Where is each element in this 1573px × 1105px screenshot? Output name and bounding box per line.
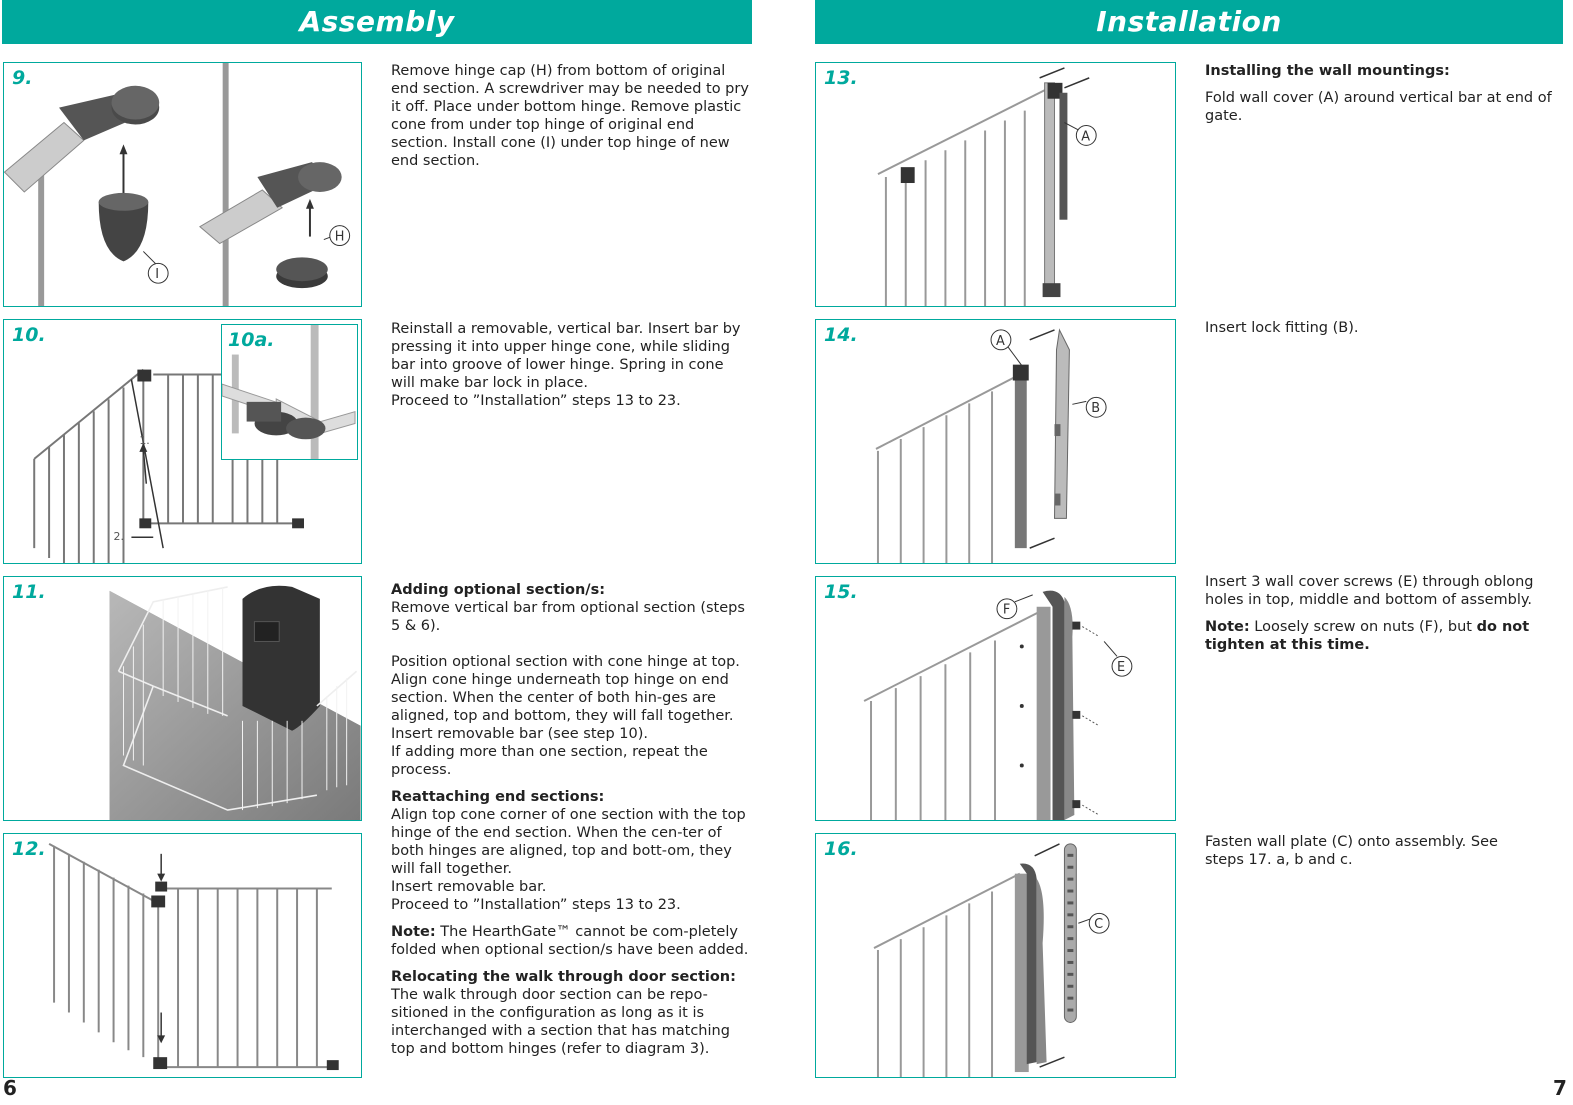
callout-b-14: B (1091, 401, 1101, 417)
step-14-instructions (1205, 319, 1560, 346)
callout-c-16: C (1094, 917, 1104, 933)
relocate-title: Relocating the walk through door section: (391, 969, 736, 985)
reattach-section-illustration (4, 834, 361, 1077)
step-16-text: Fasten wall plate (C) onto assembly. See steps 17. a, b and c. (1205, 834, 1498, 868)
step-number-11: 11. (12, 581, 46, 603)
installation-header: Installation (815, 0, 1563, 44)
step-number-16: 16. (824, 838, 858, 860)
wall-plate-illustration (816, 834, 1175, 1077)
step-15-text: Insert 3 wall cover screws (E) through oblong holes in top, middle and bottom of assembly. (1205, 574, 1534, 608)
adding-text-4: If adding more than one section, repeat the process. (391, 744, 708, 778)
step-11-figure (3, 576, 362, 821)
reattach-title: Reattaching end sections: (391, 789, 605, 805)
page-number-left: 6 (3, 1076, 17, 1100)
step-15-note-warning: do not tighten at this time. (1205, 619, 1530, 653)
step-number-10: 10. (12, 324, 46, 346)
fireplace-gate-illustration (4, 577, 361, 820)
assembly-note-label: Note: (391, 924, 436, 940)
step-12-figure (3, 833, 362, 1078)
step-15-note-label: Note: (1205, 619, 1250, 635)
step-16-figure (815, 833, 1176, 1078)
assembly-header: Assembly (2, 0, 752, 44)
step-15-note-text: Loosely screw on nuts (F), but (1249, 619, 1477, 635)
hinge-cap-illustration (4, 63, 361, 306)
reattach-text-3: Proceed to ”Installation” steps 13 to 23. (391, 897, 681, 913)
step-14-text: Insert lock fitting (B). (1205, 320, 1359, 336)
arrow-mark-1: 1. (139, 433, 150, 447)
assembly-note-text: The HearthGate™ cannot be com-pletely folded when optional section/s have been added. (391, 924, 749, 958)
callout-f-15: F (1002, 602, 1011, 618)
step-10-figure (3, 319, 362, 564)
step-number-9: 9. (12, 67, 33, 89)
step-number-10a: 10a. (228, 329, 275, 351)
wall-mountings-title: Installing the wall mountings: (1205, 63, 1450, 79)
adding-text-2: Position optional section with cone hinge at top. Align cone hinge underneath top hinge on end section. When the center of both hin-ges are aligned, top and bottom, they will fall together. (391, 654, 740, 724)
step-number-13: 13. (824, 67, 858, 89)
reattach-text-1: Align top cone corner of one section with the top hinge of the end section. When the cen-ter of both hinges are aligned, top and bott-om, they will fall together. (391, 807, 746, 877)
step-9-instructions (391, 62, 751, 179)
step-number-15: 15. (824, 581, 858, 603)
callout-e-15: E (1117, 660, 1126, 676)
step-10-text: Reinstall a removable, vertical bar. Insert bar by pressing it into upper hinge cone, while sliding bar into groove of lower hinge. Spring in cone will make bar lock in place. (391, 321, 741, 391)
step-10-instructions (391, 320, 751, 419)
step-9-figure (3, 62, 362, 307)
adding-sections-title: Adding optional section/s: (391, 582, 606, 598)
step-14-figure (815, 319, 1176, 564)
page-number-right: 7 (1553, 1076, 1567, 1100)
step-9-text: Remove hinge cap (H) from bottom of original end section. A screwdriver may be needed to pry it off. Place under bottom hinge. Remove plastic cone from under top hinge of original end section. Install cone (I) under top hinge of new end section. (391, 63, 749, 169)
arrow-mark-2: 2. (113, 530, 124, 544)
step-13-instructions (1205, 62, 1560, 134)
callout-h: H (334, 229, 345, 245)
step-15-note (1205, 618, 1565, 654)
wall-screws-illustration (816, 577, 1175, 820)
adding-text-3: Insert removable bar (see step 10). (391, 726, 648, 742)
callout-i: I (155, 267, 160, 283)
step-13-text: Fold wall cover (A) around vertical bar at end of gate. (1205, 90, 1552, 124)
lock-fitting-illustration (816, 320, 1175, 563)
step-15-figure (815, 576, 1176, 821)
step-number-12: 12. (12, 838, 46, 860)
step-10-proceed: Proceed to ”Installation” steps 13 to 23. (391, 393, 681, 409)
callout-a-13: A (1081, 129, 1091, 145)
step-10a-inset (221, 324, 358, 460)
step-15-instructions (1205, 573, 1565, 663)
wall-cover-illustration (816, 63, 1175, 306)
relocate-text: The walk through door section can be repo-sitioned in the configuration as long as it is interchanged with a section that has matching top and bottom hinges (refer to diagram 3). (391, 987, 730, 1057)
step-11-12-instructions (391, 581, 751, 1058)
reattach-text-2: Insert removable bar. (391, 879, 547, 895)
adding-text-1: Remove vertical bar from optional section (steps 5 & 6). (391, 600, 745, 634)
step-16-instructions (1205, 833, 1535, 878)
callout-a-14: A (995, 333, 1005, 349)
assembly-note (391, 923, 751, 959)
step-13-figure (815, 62, 1176, 307)
step-number-14: 14. (824, 324, 858, 346)
